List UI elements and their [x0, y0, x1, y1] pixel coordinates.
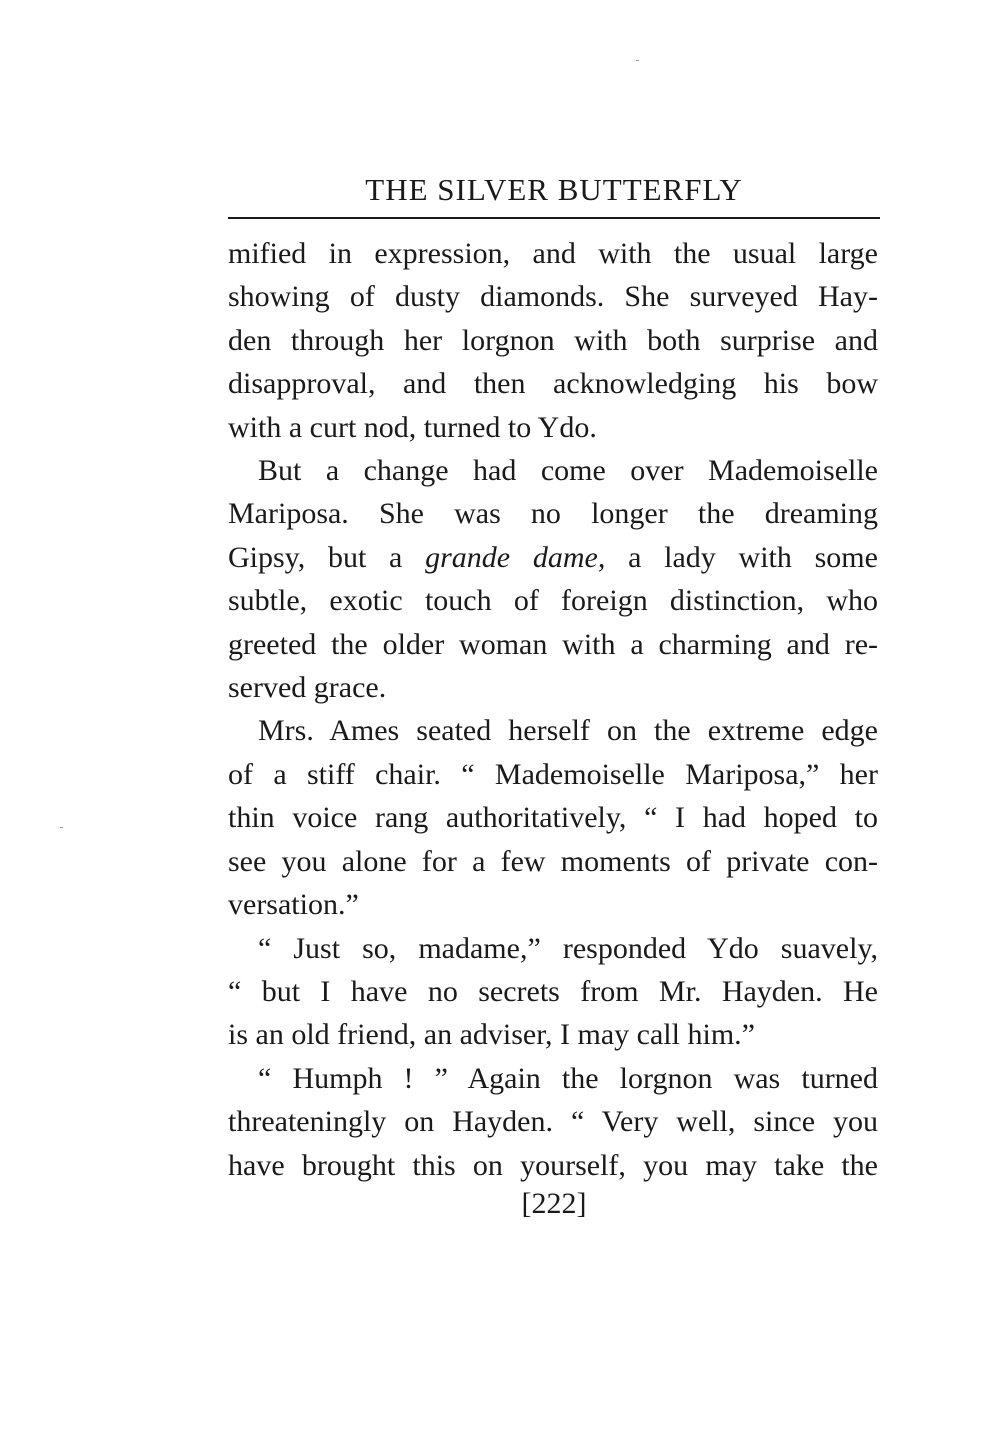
paragraph	[228, 232, 878, 449]
header-rule	[228, 217, 880, 219]
text-segment: Gipsy, but a	[228, 540, 426, 574]
text-line: of a stiff chair. “ Mademoiselle Mariposa,” her	[228, 757, 878, 791]
text-line: served grace.	[228, 671, 387, 705]
text-line: “ Just so, madame,” responded Ydo suavely,	[258, 931, 878, 965]
text-line: den through her lorgnon with both surprise and	[228, 323, 878, 357]
text-line: greeted the older woman with a charming and re-	[228, 627, 878, 661]
text-line: But a change had come over Mademoiselle	[258, 454, 878, 488]
page-number: [222]	[521, 1187, 587, 1220]
text-line: have brought this on yourself, you may take the	[228, 1148, 878, 1182]
running-head: THE SILVER BUTTERFLY	[365, 172, 743, 207]
body-text	[228, 232, 878, 1187]
text-line: disapproval, and then acknowledging his bow	[228, 367, 878, 401]
text-line: see you alone for a few moments of private con-	[228, 844, 878, 878]
paragraph	[228, 449, 878, 709]
paragraph	[228, 709, 878, 926]
text-line: is an old friend, an adviser, I may call him.”	[228, 1018, 755, 1052]
text-line: “ but I have no secrets from Mr. Hayden. He	[228, 974, 878, 1008]
text-line: thin voice rang authoritatively, “ I had hoped to	[228, 801, 878, 835]
paragraph	[228, 1057, 878, 1187]
text-line: with a curt nod, turned to Ydo.	[228, 410, 597, 444]
text-line-with-italic	[228, 536, 878, 579]
text-line: Mrs. Ames seated herself on the extreme edge	[258, 714, 878, 748]
paragraph	[228, 927, 878, 1057]
text-segment: a lady with some	[605, 540, 878, 574]
italic-phrase: grande dame,	[425, 540, 606, 574]
text-line: subtle, exotic touch of foreign distinction, who	[228, 584, 878, 618]
text-line: versation.”	[228, 888, 359, 922]
scan-speck	[636, 60, 639, 61]
text-line: showing of dusty diamonds. She surveyed Hay-	[228, 280, 878, 314]
scan-speck	[60, 827, 63, 828]
text-line: Mariposa. She was no longer the dreaming	[228, 497, 878, 531]
text-line: “ Humph ! ” Again the lorgnon was turned	[258, 1061, 878, 1095]
text-line: threateningly on Hayden. “ Very well, since you	[228, 1105, 878, 1139]
text-line: mified in expression, and with the usual large	[228, 237, 878, 270]
